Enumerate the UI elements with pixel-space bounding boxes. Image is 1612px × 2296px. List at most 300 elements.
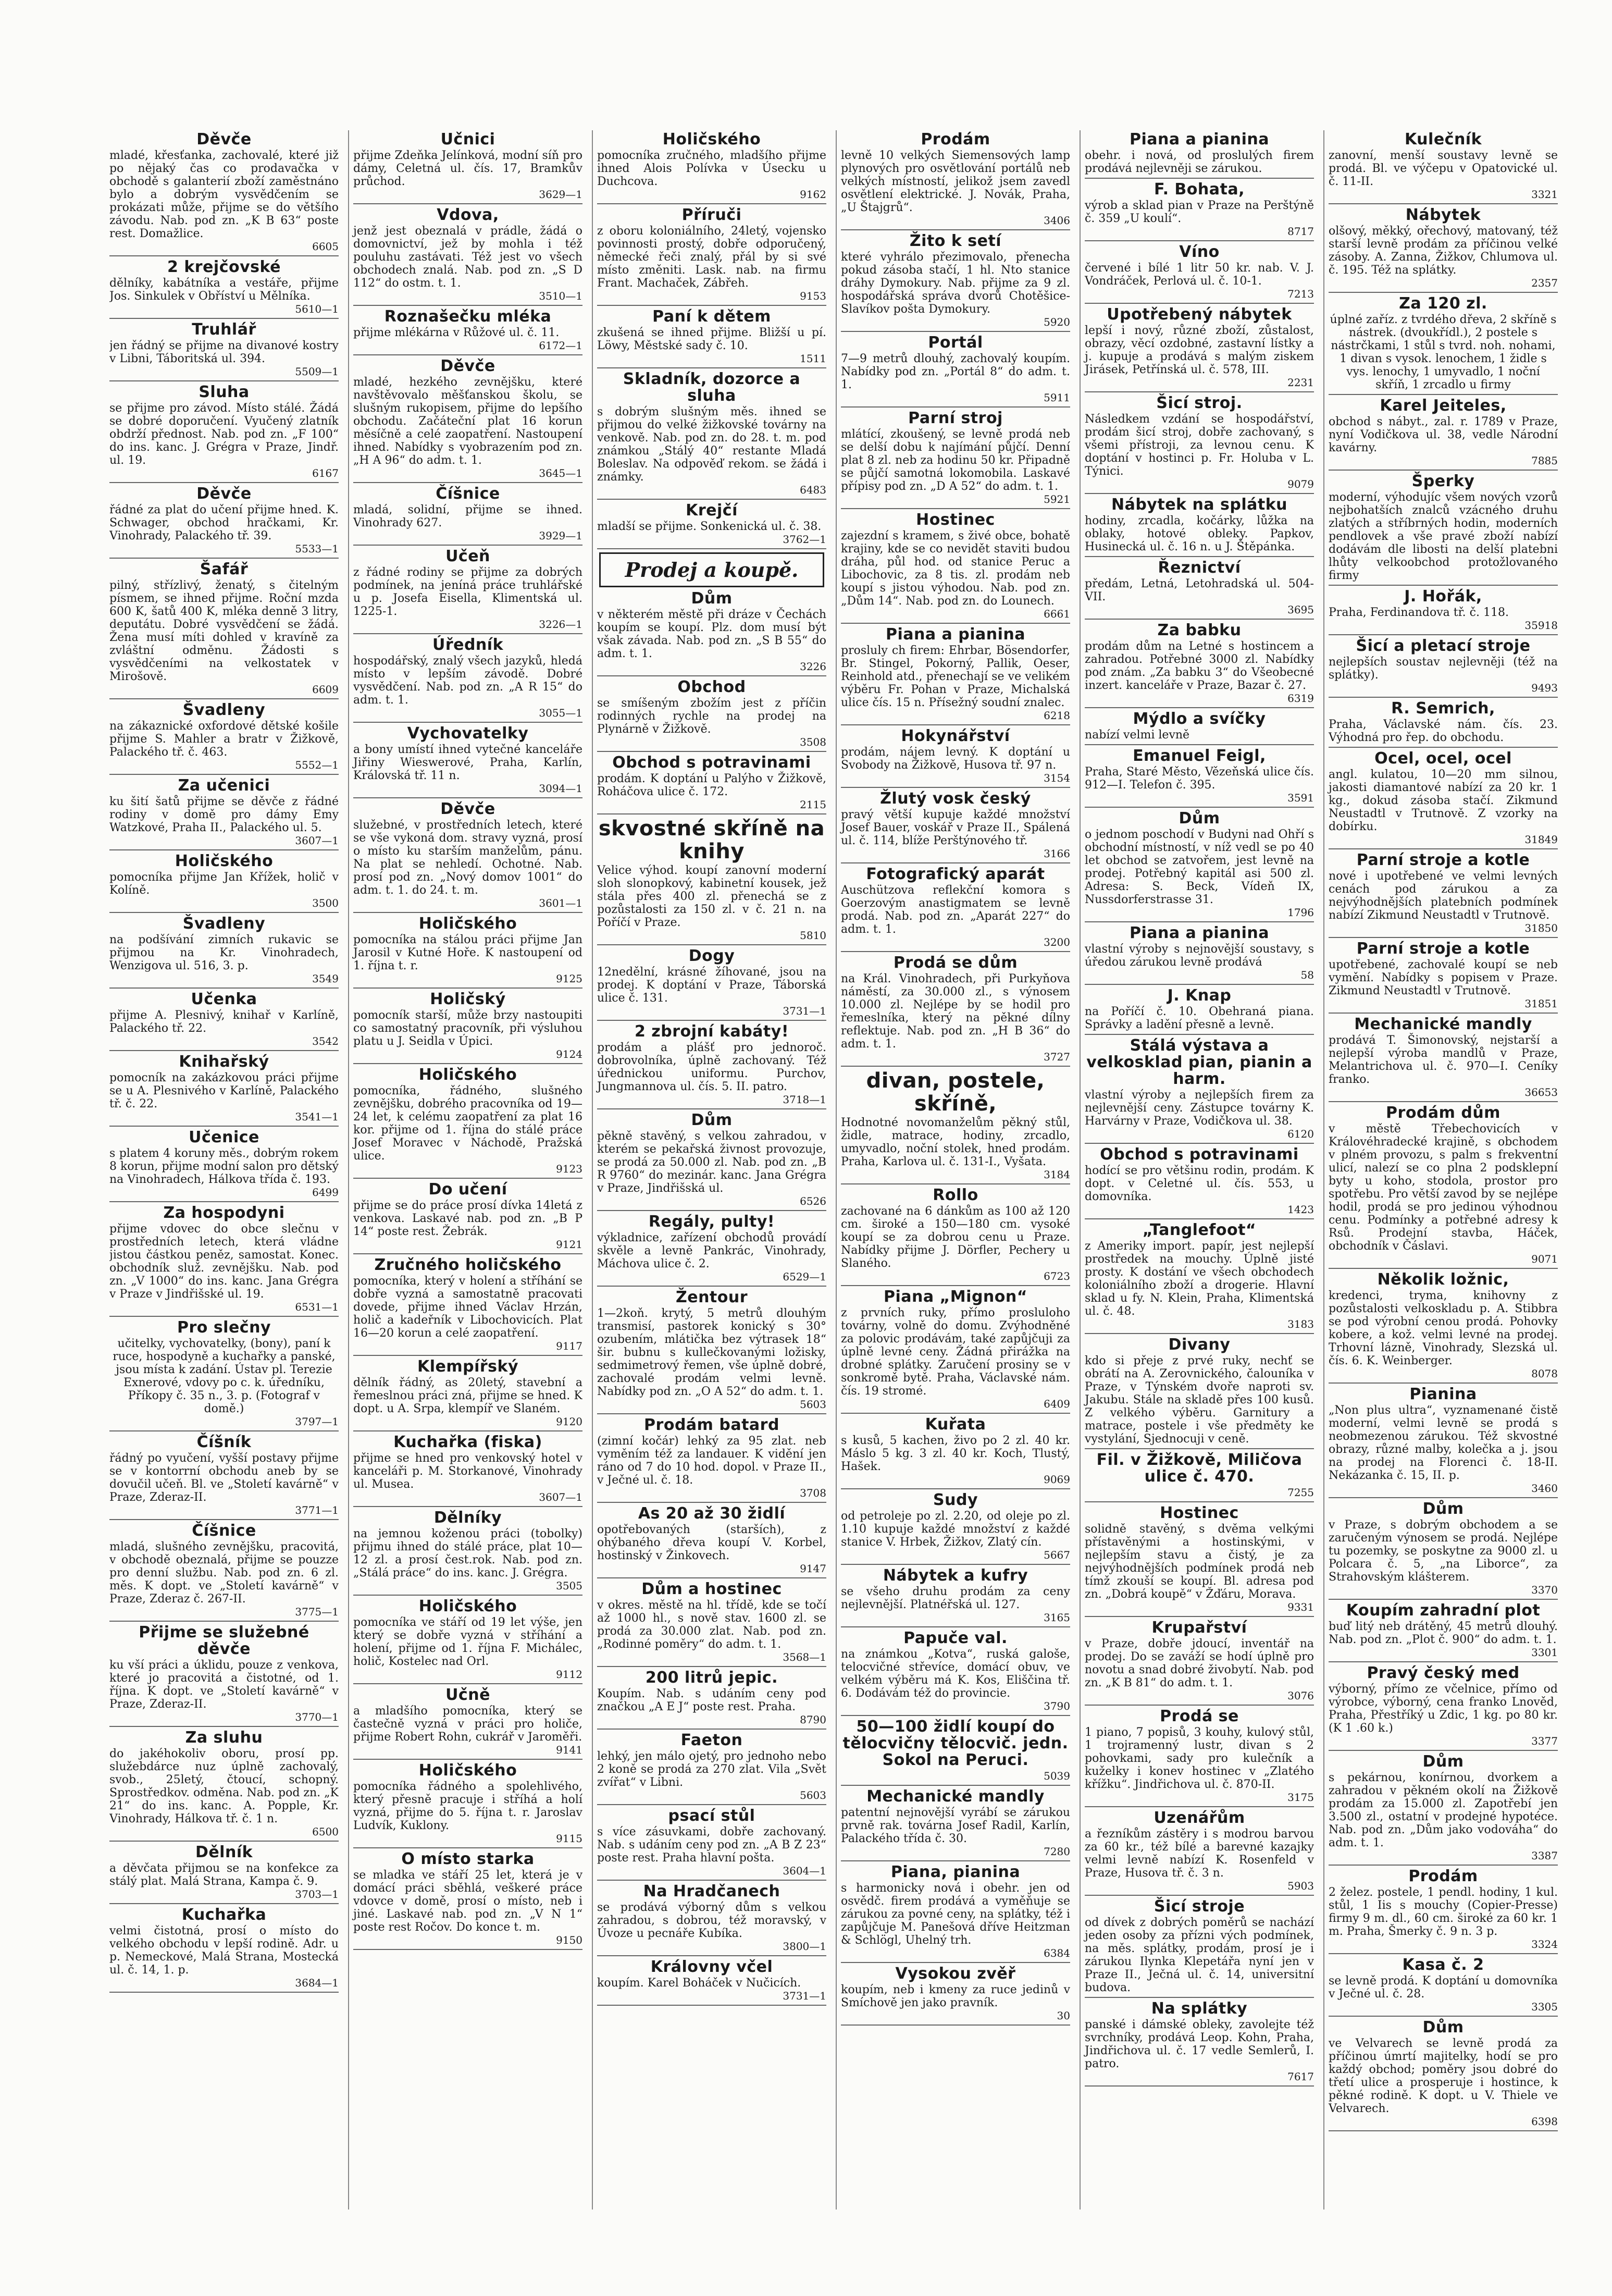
classified-ad xyxy=(1085,306,1314,392)
classified-ad xyxy=(109,1907,339,1993)
ad-heading: Holičského xyxy=(662,130,761,149)
ad-reference-number: 9079 xyxy=(1287,478,1314,490)
ad-reference-number: 3166 xyxy=(1044,847,1070,860)
ad-text: a bony umístí ihned vytečné kanceláře Jiřiny Wieswerové, Praha, Karlín, Královská tř. 11 n. xyxy=(353,743,582,782)
ad-text: obchod s nábyt., zal. r. 1789 v Praze, nyní Vodičkova ul. 38, vedle Národní kavárny. xyxy=(1329,415,1558,454)
ad-text: na známkou „Kotva“, ruská galoše, telocvičné střevíce, domácí obuv, ve velkém výběru má K. Kos, Eliščina tř. 6. Dodávám též do provincie. xyxy=(841,1648,1070,1700)
ad-reference-number: 6384 xyxy=(1044,1947,1070,1959)
ad-reference-number: 5921 xyxy=(1044,493,1070,505)
classified-ad xyxy=(1085,131,1314,179)
ad-reference-number: 9162 xyxy=(800,188,826,201)
ad-text: nabízí velmi levně xyxy=(1085,729,1190,742)
ad-reference-number: 3226 xyxy=(800,660,826,673)
ad-text: zachované na 6 dánkům as 100 až 120 cm. široké a 150—180 cm. vysoké koupí se za dobrou cenu u Praze. Nabídky přijme J. Dörfler, Pechery u Slaného. xyxy=(841,1205,1070,1270)
ad-reference-number: 3601—1 xyxy=(539,897,582,909)
ad-heading: J. Hořák, xyxy=(1404,587,1482,606)
classified-ad xyxy=(353,1762,582,1848)
ad-text: zajezdní s kramem, s živé obce, bohatě krajiny, kde se co nevidět staviti budou dráha, půl hod. od stanice Peruc a Libochovic, za 8 tis. zl. prodám neb koupí s jistou výhodou. Nab. pod zn. „Dům 14“. Nab. pod zn. do Lounech. xyxy=(841,529,1070,608)
ad-reference-number: 5920 xyxy=(1044,316,1070,328)
classified-ad xyxy=(597,1581,826,1667)
ad-heading: Piana, pianina xyxy=(890,1863,1021,1881)
ad-heading: Nábytek a kufry xyxy=(883,1566,1028,1585)
ad-text: 2 želez. postele, 1 pendl. hodiny, 1 kul. stůl, 1 Iis s mouchy (Copier-Presse) firmy 9 m. dl., 60 cm. široké za 60 kr. 1 m. Praha, Šmerky č. 9 n. 3 p. xyxy=(1329,1886,1558,1938)
classified-ad xyxy=(353,358,582,483)
classified-ad xyxy=(597,755,826,814)
ad-reference-number: 3604—1 xyxy=(783,1865,826,1877)
classified-ad xyxy=(597,679,826,752)
ad-text: panské i dámské obleky, zavolejte též svrchníky, prodává Leop. Kohn, Praha, Jindřichova ul. č. 17 vedle Semlerů, I. patro. xyxy=(1085,2018,1314,2070)
ad-reference-number: 3301 xyxy=(1531,1646,1558,1659)
ad-heading: Obchod s potravinami xyxy=(1100,1145,1299,1164)
ad-reference-number: 3591 xyxy=(1287,792,1314,804)
ad-heading: 2 zbrojní kabáty! xyxy=(634,1022,789,1041)
classified-ad xyxy=(1329,1957,1558,2017)
classified-ad xyxy=(109,1624,339,1727)
ad-heading: Děvče xyxy=(196,130,252,149)
ad-text: kredenci, tryma, knihovny z pozůstalosti velkoskladu p. A. Stibbra se pod výrobní cenou prodá. Pohovky kobere, a kož. velmi levné na prodej. Trhovní lázně, Vinohrady, Slezská ul. čís. 6. K. Weinberger. xyxy=(1329,1289,1558,1367)
classified-ad xyxy=(841,1069,1070,1184)
classified-ad xyxy=(109,259,339,319)
ad-text: s platem 4 koruny měs., dobrým rokem 8 korun, přijme modní salon pro dětský na Vinohradech, Hálkova třída č. 193. xyxy=(109,1147,339,1186)
classified-ad xyxy=(109,561,339,699)
ad-heading: Šicí stroj. xyxy=(1156,394,1243,412)
classified-ad xyxy=(841,1187,1070,1286)
ad-text: koupím, neb i kmeny za ruce jedinů v Smíchově jen jako pravník. xyxy=(841,1983,1070,2009)
ad-heading: Dům a hostinec xyxy=(641,1580,782,1598)
classified-ad xyxy=(109,1730,339,1842)
ad-text: 12nedělní, krásné žíhované, jsou na prodej. K doptání v Praze, Táborská ulice č. 131. xyxy=(597,966,826,1005)
classified-ad xyxy=(353,1434,582,1507)
ad-heading: Obchod xyxy=(677,678,746,696)
ad-heading: Piana „Mignon“ xyxy=(884,1288,1027,1306)
ad-text: koupím. Karel Boháček v Nučicích. xyxy=(597,1977,801,1990)
ad-text: a řezníkům zástěry i s modrou barvou za 60 kr., též bílé a barevné kazajky velmi levně nabízí K. Rosenfeld v Praze, Husova tř. č. 3 n. xyxy=(1085,1828,1314,1880)
ad-heading: Rollo xyxy=(933,1186,978,1204)
ad-heading: Přijme se služebné děvče xyxy=(139,1623,309,1658)
ad-text: přijme se do práce prosí dívka 14letá z venkova. Laskavé nab. pod zn. „B P 14“ poste rest. Žebrák. xyxy=(353,1199,582,1238)
ad-reference-number: 6661 xyxy=(1044,608,1070,620)
column-1 xyxy=(109,130,339,2209)
ad-text: Velice výhod. koupí zanovní moderní sloh slonopkový, kabinetní kousek, jež stála přes 400 zl. přenechá se z pozůstalosti za 150 zl. v č. 21 n. na Poříčí v Praze. xyxy=(597,864,826,929)
classified-ad xyxy=(597,1505,826,1578)
ad-text: 1 piano, 7 popisů, 3 kouhy, kulový stůl, 1 trojramenný lustr, divan s 2 pohovkami, sady pro kulečník a kuželky i konev hostinec v „Zlatého křížku“. Jindřichova ul. č. 870-II. xyxy=(1085,1726,1314,1791)
ad-text: výborný, přímo ze včelnice, přímo od výrobce, výborný, cena franko Lnověd, Praha, Přestříký u Zdic, 1 kg. po 80 kr. (K 1 .60 k.) xyxy=(1329,1683,1558,1735)
ad-reference-number: 3800—1 xyxy=(783,1940,826,1953)
ad-reference-number: 2231 xyxy=(1287,376,1314,389)
ad-text: pomocníka ve stáří od 19 let výše, jen který se dobře vyzná v stříhání a holení, přijme od 1. října F. Michálec, holič, Kostelec nad Orl. xyxy=(353,1616,582,1668)
ad-text: s dobrým slušným měs. ihned se přijmou do velké žižkovské továrny na venkově. Nab. pod zn. do 28. t. m. pod známkou „Stálý 40“ restante Mladá Boleslav. Na odpověď rekom. se žádá i známky. xyxy=(597,405,826,484)
ad-heading: Žentour xyxy=(675,1288,748,1306)
classified-ad xyxy=(597,590,826,676)
ad-heading: Číšnice xyxy=(192,1522,256,1540)
classified-ad xyxy=(109,1844,339,1904)
ad-reference-number: 3055—1 xyxy=(539,707,582,719)
classified-ad xyxy=(1329,131,1558,204)
ad-text: o jednom poschodí v Budyni nad Ohří s obchodní místností, v níž vedl se po 40 let obchod se zatvořem, jest levně na prodej. Potřebný kapitál asi 500 zl. Adresa: S. Beck, Vídeň IX, Nussdorferstrasse 31. xyxy=(1085,828,1314,906)
classified-ad xyxy=(597,1112,826,1211)
ad-reference-number: 1796 xyxy=(1287,906,1314,919)
ad-text: se mladka ve stáří 25 let, která je v domácí práci sběhlá, veškeré práce vdovce v domě, prosí o místo, neb i jiné. Laskavé nab. pod zn. „V N 1“ poste rest Ročov. Do konce t. m. xyxy=(353,1869,582,1934)
ad-text: lehký, jen málo ojetý, pro jednoho nebo 2 koně se prodá za 270 zlat. Vila „Svět zvířat“ v Libni. xyxy=(597,1750,826,1789)
ad-reference-number: 9153 xyxy=(800,290,826,302)
classified-ad xyxy=(1085,560,1314,620)
ad-reference-number: 9147 xyxy=(800,1562,826,1575)
classified-ad xyxy=(353,486,582,546)
ad-reference-number: 9141 xyxy=(556,1744,582,1756)
classified-ad xyxy=(597,817,826,945)
ad-text: od petroleje po zl. 2.20, od oleje po zl. 1.10 kupuje každé množství z každé stanice V. Hrbek, Žižkov, Zlatý cín. xyxy=(841,1510,1070,1549)
ad-text: přijme Zdeňka Jelínková, modní síň pro dámy, Celetná ul. čís. 17, Bramkův průchod. xyxy=(353,149,582,188)
ad-heading: Děvče xyxy=(196,485,252,503)
ad-reference-number: 9124 xyxy=(556,1048,582,1060)
ad-reference-number: 3607—1 xyxy=(295,834,339,847)
classified-ad xyxy=(1329,1868,1558,1954)
ad-text: olšový, měkký, ořechový, matovaný, též starší levně prodám za příčinou velké zásoby. A. Zanna, Žižkov, Chlumova ul. č. 195. Též na splátky. xyxy=(1329,225,1558,277)
ad-reference-number: 3718—1 xyxy=(783,1093,826,1106)
ad-reference-number: 3770—1 xyxy=(295,1711,339,1723)
ad-heading: 200 litrů jepic. xyxy=(645,1669,778,1687)
ad-reference-number: 30 xyxy=(1057,2009,1070,2022)
ad-reference-number: 6529—1 xyxy=(783,1270,826,1283)
ad-heading: Dům xyxy=(1179,809,1220,828)
ad-heading: Ocel, ocel, ocel xyxy=(1374,749,1512,768)
ad-heading: Příruči xyxy=(681,206,742,224)
classified-ad xyxy=(353,1359,582,1431)
ad-heading: Dům xyxy=(691,589,733,608)
ad-text: zanovní, menší soustavy levně se prodá. Bl. ve výčepu v Opatovické ul. č. 11-II. xyxy=(1329,149,1558,188)
classified-ad xyxy=(1329,638,1558,698)
ad-reference-number: 3790 xyxy=(1044,1700,1070,1712)
ad-text: hospodářský, znalý všech jazyků, hledá místo v lepším závodě. Dobré vysvědčení. Nab. pod zn. „A R 15“ do adm. t. 1. xyxy=(353,655,582,707)
ad-text: se všeho druhu prodám za ceny nejlevnější. Platnéřská ul. 127. xyxy=(841,1585,1070,1611)
ad-heading: Piana a pianina xyxy=(1130,924,1269,942)
ad-heading: Děvče xyxy=(440,357,495,375)
classified-ad xyxy=(1085,1337,1314,1449)
classified-ad xyxy=(1329,1665,1558,1751)
ad-text: přijme mlékárna v Růžové ul. č. 11. xyxy=(353,326,560,339)
classified-ad xyxy=(109,1129,339,1202)
ad-heading: Paní k dětem xyxy=(652,307,771,326)
ad-heading: Vdova, xyxy=(437,206,499,224)
ad-heading: Mechanické mandly xyxy=(866,1787,1045,1806)
ad-heading: Vychovatelky xyxy=(407,724,529,743)
ad-text: výkladnice, zařízení obchodů provádí skvěle a levně Pankrác, Vinohrady, Máchova ulice č. 2. xyxy=(597,1231,826,1270)
ad-reference-number: 3200 xyxy=(1044,936,1070,948)
ad-heading: Žito k setí xyxy=(909,232,1002,250)
ad-heading: Na Hradčanech xyxy=(643,1882,780,1900)
ad-heading: Dělníky xyxy=(433,1509,502,1527)
ad-heading: Krejčí xyxy=(686,501,738,520)
ad-text: Následkem vzdání se hospodářství, prodám šicí stroj, dobře zachovaný, s všemi přístroji, za levnou cenu. K doptání v hostinci p. Fr. Holuba v L. Týnici. xyxy=(1085,413,1314,478)
ad-heading: Hostinec xyxy=(1160,1504,1239,1522)
ad-text: pomocníka přijme Jan Křížek, holič v Kolíně. xyxy=(109,871,339,897)
ad-reference-number: 3703—1 xyxy=(295,1888,339,1900)
ad-heading: Švadleny xyxy=(182,701,266,719)
ad-reference-number: 6120 xyxy=(1287,1128,1314,1140)
ad-reference-number: 3305 xyxy=(1531,2001,1558,2013)
classified-ad xyxy=(1085,1505,1314,1617)
ad-heading: Krupařství xyxy=(1151,1619,1247,1637)
ad-text: z prvních ruky, přímo prosluloho továrny, volně do domu. Zvýhodněné za polovic prodávám, také zapůjčuji za úplně levné ceny. Žádná přirážka na drobné splátky. Zaručení prosiny se v sonkromě bytě. Praha, Václavské nám. čís. 19 stromé. xyxy=(841,1306,1070,1398)
classified-ad xyxy=(1329,207,1558,293)
ad-text: dělník řádný, as 20letý, stavební a řemeslnou práci zná, přijme se hned. K dopt. u A. Srpa, klempíř ve Slaném. xyxy=(353,1376,582,1415)
ad-text: do jakéhokoliv oboru, prosí pp. služebdárce nuz úplně zachovalý, svob., 25letý, čtoucí, schopný. Sprostředkov. odměna. Nab. pod zn. „K 21“ do ins. kanc. A. Popple, Kr. Vinohrady, Hálkova tř. č. 1 n. xyxy=(109,1747,339,1825)
ad-reference-number: 3684—1 xyxy=(295,1977,339,1989)
classified-ad xyxy=(841,410,1070,509)
ad-heading: Učeň xyxy=(445,547,490,565)
ad-reference-number: 1511 xyxy=(800,352,826,365)
ad-text: pomocníka, který v holení a stříhání se dobře vyzná a samostatně pracovati dovede, přijme ihned Václav Hrzán, holič a kadeřník v Libochovicích. Plat 16—20 korun a celé zaopatření. xyxy=(353,1275,582,1340)
ad-reference-number: 36653 xyxy=(1524,1086,1558,1098)
ad-text: buď litý neb drátěný, 45 metrů dlouhý. Nab. pod zn. „Plot č. 900“ do adm. t. 1. xyxy=(1329,1620,1558,1646)
ad-heading: Šafář xyxy=(200,560,249,578)
ad-reference-number: 3708 xyxy=(800,1487,826,1499)
ad-heading: Piana a pianina xyxy=(886,625,1025,644)
ad-text: pomocníka řádného a spolehlivého, který přesně pracuje i stříhá a holí vyzná, přijme do 5. října t. r. Jaroslav Ludvík, Kuklony. xyxy=(353,1780,582,1832)
ad-heading: Parní stroje a kotle xyxy=(1356,940,1530,958)
ad-reference-number: 3183 xyxy=(1287,1318,1314,1330)
classified-ad xyxy=(1085,810,1314,922)
classified-ad xyxy=(109,322,339,381)
ad-text: prodám a plášť pro jednoroč. dobrovolníka, úplně zachovaný. Též úřednickou uniformu. Purchov, Jungmannova ul. čís. 5. II. patro. xyxy=(597,1041,826,1093)
ad-heading: Švadleny xyxy=(182,915,266,933)
classified-ad xyxy=(597,308,826,368)
column-6 xyxy=(1323,130,1558,2209)
ad-text: mlátící, zkoušený, se levně prodá neb se delší dobu k najímání půjčí. Denní plat 8 zl. neb za hodinu 50 kr. Připadně se půjčí samotná lokomobila. Laskavé přípisy pod zn. „D A 52“ do adm. t. 1. xyxy=(841,428,1070,493)
classified-ad xyxy=(1085,711,1314,745)
ad-heading: F. Bohata, xyxy=(1154,180,1245,199)
ad-text: Hodnotné novomanželům pěkný stůl, židle, matrace, hodiny, zrcadlo, umyvadlo, noční stolek, hned prodám. Praha, Karlova ul. č. 131-I., Vyšata. xyxy=(841,1116,1070,1168)
ad-heading: Regály, pulty! xyxy=(648,1213,775,1231)
classified-ad xyxy=(1085,987,1314,1035)
ad-heading: Sluha xyxy=(199,383,250,401)
column-4 xyxy=(836,130,1070,2209)
ad-reference-number: 5610—1 xyxy=(295,303,339,315)
classified-ad xyxy=(353,1687,582,1760)
ad-heading: Za hospodyni xyxy=(163,1204,285,1222)
ad-text: pravý větší kupuje každé množství Josef Bauer, voskář v Praze II., Spálená ul. č. 114, blíže Perštýnového tř. xyxy=(841,808,1070,847)
ad-text: se prodává výborný dům s velkou zahradou, s dobrou, též moravský, v Úvoze u pecnáře Kubíka. xyxy=(597,1901,826,1940)
ad-text: z Ameriky import. papír, jest nejlepší prostředek na mouchy. Úplně jisté prosty. K dostání ve všech obchodech koloniálního zboží a drogerie. Hlavní sklad u fy. N. Klein, Praha, Klimentská ul. č. 48. xyxy=(1085,1240,1314,1318)
classified-ad xyxy=(109,384,339,483)
ad-text: pomocníka zručného, mladšího přijme ihned Alois Polívka v Úsecku u Duchcova. xyxy=(597,149,826,188)
ad-heading: Fil. v Žižkově, Miličova ulice č. 470. xyxy=(1096,1451,1303,1486)
classified-ad xyxy=(109,1319,339,1431)
ad-heading: Uzenářům xyxy=(1154,1809,1245,1827)
ad-text: mladé, hezkého zevnějšku, které navštěvovalo měšťanskou školu, se slušným rukopisem, přijme do lepšího obchodu. Začáteční plat 16 korun měsíčně a celé zaopatření. Nastoupení ihned. Nabídky s vyobrazením pod zn. „H A 96“ do adm. t. 1. xyxy=(353,376,582,467)
ad-heading: Holičského xyxy=(418,915,517,933)
ad-text: a mladšího pomocníka, který se častečně vyzná v práci pro holiče, přijme Robert Rohn, cukrář v Jaroměři. xyxy=(353,1705,582,1744)
ad-text: prodává T. Šimonovský, nejstarší a nejlepší výroba mandlů v Praze, Melantrichova ul. č. 970—I. Ceníky franko. xyxy=(1329,1034,1558,1086)
classified-ad xyxy=(109,916,339,989)
ad-reference-number: 3406 xyxy=(1044,214,1070,227)
ad-reference-number: 3508 xyxy=(800,736,826,748)
classified-ad xyxy=(109,1054,339,1127)
ad-text: nové i upotřebené ve velmi levných cenách pod zárukou a za nejvýhodnějších platebních podmínek nabízí Zikmund Neustadtl v Trutnově. xyxy=(1329,870,1558,922)
ad-reference-number: 3175 xyxy=(1287,1791,1314,1804)
column-2 xyxy=(348,130,582,2209)
classified-ad xyxy=(1329,2019,1558,2131)
ad-reference-number: 3541—1 xyxy=(295,1110,339,1123)
ad-reference-number: 6609 xyxy=(312,683,339,696)
ad-heading: Za sluhu xyxy=(185,1729,263,1747)
ad-reference-number: 7617 xyxy=(1287,2070,1314,2083)
ad-heading: Prodám xyxy=(921,130,990,149)
ad-heading: skvostné skříně na knihy xyxy=(598,817,825,863)
classified-ad xyxy=(109,486,339,559)
ad-text: v městě Třebechovicích v Královéhradecké krajině, s obchodem v plném provozu, s palm s frekventní ulicí, nalezí se co plna 2 podsklepní byty u koho, stodola, prostor pro spotřebu. Pro větší zavod by se nejlépe hodil, prodá se pro jedinou výhodnou cenu. Podmínky a potřebné adresy k Rsů. Prodejní stavba, Háček, obchodník v Čáslavi. xyxy=(1329,1122,1558,1253)
ad-reference-number: 9071 xyxy=(1531,1253,1558,1265)
classified-ad xyxy=(353,207,582,306)
classified-ad xyxy=(597,1214,826,1287)
ad-heading: Holičského xyxy=(175,852,274,870)
ad-reference-number: 31850 xyxy=(1524,922,1558,934)
ad-heading: Mechanické mandly xyxy=(1354,1015,1532,1033)
ad-reference-number: 6398 xyxy=(1531,2115,1558,2128)
ad-heading: Kuchařka (fiska) xyxy=(393,1433,542,1451)
ad-text: pomocníka na stálou práci přijme Jan Jarosil v Kutné Hoře. K nastoupení od 1. října t. r. xyxy=(353,933,582,972)
ad-reference-number: 8717 xyxy=(1287,225,1314,238)
ad-text: s více zásuvkami, dobře zachovaný. Nab. s udáním ceny pod zn. „A B Z 23“ poste rest. Praha hlavní pošta. xyxy=(597,1825,826,1865)
ad-text: se přijme pro závod. Místo stálé. Žádá se dobré doporučení. Vyučený zlatník obdrží přednost. Nab. pod zn. „F 100“ do ins. kanc. J. Grégra v Praze, Jindř. ul. 19. xyxy=(109,402,339,467)
ad-heading: Holičského xyxy=(418,1066,517,1084)
classified-ad xyxy=(1085,1222,1314,1334)
column-3 xyxy=(592,130,826,2209)
ad-reference-number: 3542 xyxy=(312,1035,339,1047)
ad-text: 1—2koň. krytý, 5 metrů dlouhým transmisí, pastorek konický s 30° ozubením, mlátička bez výtrasek 18“ šir. bubnu s kullečkovanými ložisky, sedmimetrový řemen, vše úplně dobré, zachovalé prodám velmi levně. Nabídky pod zn. „O A 52“ do adm. t. 1. xyxy=(597,1307,826,1398)
classified-ad xyxy=(841,791,1070,863)
classified-ad xyxy=(353,725,582,798)
ad-text: opotřebovaných (starších), z ohýbaného dřeva koupí V. Korbel, hostinský v Žinkovech. xyxy=(597,1523,826,1562)
classified-ad xyxy=(109,1205,339,1317)
ad-text: přijme vdovec do obce slečnu v prostředních letech, která vládne jistou částkou peněz, samostat. Konec. obchodník služ. zevnějšku. Nab. pod zn. „V 1000“ do ins. kanc. Jana Grégra v Praze v Jindřišské ul. 19. xyxy=(109,1223,339,1301)
ad-heading: Na splátky xyxy=(1151,1999,1248,2018)
ad-heading: Víno xyxy=(1179,243,1220,261)
classified-ad xyxy=(1329,295,1558,395)
ad-heading: Kuchařka xyxy=(181,1906,267,1924)
ad-reference-number: 3629—1 xyxy=(539,188,582,201)
ad-reference-number: 3324 xyxy=(1531,1938,1558,1951)
ad-heading: Emanuel Feigl, xyxy=(1133,747,1266,765)
ad-text: prodám dům na Letné s hostincem a zahradou. Potřebné 3000 zl. Nabídky pod znám. „Za babku 3“ do Všeobecné inzert. kanceláře v Praze, Bazar č. 27. xyxy=(1085,640,1314,692)
ad-reference-number: 7255 xyxy=(1287,1486,1314,1499)
ad-reference-number: 9121 xyxy=(556,1238,582,1251)
classified-ad xyxy=(597,1670,826,1730)
ad-heading: Učenka xyxy=(191,990,257,1008)
ad-text: ku vší práci a úklidu, pouze z venkova, které jo pracovitá a čistotné, od 1. října. K dopt. ve „Století kavárně“ v Praze, Zderaz-II. xyxy=(109,1659,339,1711)
ad-heading: psací stůl xyxy=(668,1807,755,1825)
section-title-box: Prodej a koupě. xyxy=(599,552,824,587)
ad-heading: Prodám batard xyxy=(644,1416,779,1434)
classified-ad xyxy=(841,1567,1070,1627)
classified-ad xyxy=(597,1023,826,1109)
ad-text: v okres. městě na hl. třídě, kde se točí až 1000 hl., s nově stav. 1600 zl. se prodá za 30.000 zlat. Nab. pod zn. „Rodinné poměry“ do adm. t. 1. xyxy=(597,1599,826,1651)
ad-reference-number: 3184 xyxy=(1044,1168,1070,1181)
ad-text: zkušená se ihned přijme. Bližší u pí. Löwy, Městské sady č. 10. xyxy=(597,326,826,352)
ad-reference-number: 5810 xyxy=(800,929,826,942)
ad-text: Auschützova reflekční komora s Goerzovým anastigmatem se levně prodá. Nab. pod zn. „Aparát 227“ do adm. t. 1. xyxy=(841,884,1070,936)
ad-heading: Šicí stroje xyxy=(1154,1897,1245,1916)
classified-ad xyxy=(841,512,1070,624)
ad-reference-number: 2115 xyxy=(800,798,826,811)
ad-text: vlastní výroby a nejlepších firem za nejlevnější ceny. Zástupce továrny K. Harvárny v Praze, Vodičkova ul. 38. xyxy=(1085,1089,1314,1128)
ad-heading: Šperky xyxy=(1411,472,1475,490)
ad-text: jenž jest obeznalá v prádle, žádá o domovnictví, jež by mohla i též pouluhu zastávati. Též jest vo všech obchodech znalá. Nab. pod zn. „S D 112“ do ostm. t. 1. xyxy=(353,225,582,290)
ad-heading: As 20 až 30 židlí xyxy=(638,1504,786,1523)
ad-reference-number: 3377 xyxy=(1531,1735,1558,1747)
ad-reference-number: 3695 xyxy=(1287,603,1314,616)
ad-reference-number: 9117 xyxy=(556,1340,582,1352)
ad-reference-number: 3775—1 xyxy=(295,1606,339,1618)
ad-text: velmi čistotná, prosí o místo do velkého obchodu v lepší rodině. Adr. u p. Nemeckové, Malá Strana, Mostecká ul. č. 14, 1. p. xyxy=(109,1924,339,1977)
ad-reference-number: 5911 xyxy=(1044,391,1070,404)
classified-ad xyxy=(353,1067,582,1179)
ad-reference-number: 3505 xyxy=(556,1579,582,1592)
ad-heading: Dům xyxy=(1422,1752,1464,1771)
classified-ad xyxy=(597,502,826,549)
classified-ad xyxy=(597,207,826,306)
ad-heading: Holičského xyxy=(418,1597,517,1615)
ad-text: Koupím. Nab. s udáním ceny pod značkou „A E J“ poste rest. Praha. xyxy=(597,1687,826,1713)
classified-ad xyxy=(1329,588,1558,635)
ad-text: mladá, solidní, přijme se ihned. Vinohrady 627. xyxy=(353,503,582,529)
classified-ad xyxy=(841,955,1070,1067)
ad-heading: Učně xyxy=(445,1686,490,1704)
ad-text: na podšívání zimních rukavic se přijmou na Kr. Vinohradech, Wenzigova ul. 516, 3. p. xyxy=(109,933,339,972)
ad-text: pomocník na zakázkovou práci přijme se u A. Plesnivého v Karlíně, Palackého tř. č. 22. xyxy=(109,1071,339,1110)
ad-heading: R. Semrich, xyxy=(1391,699,1495,718)
ad-text: patentní nejnovější vyrábí se zárukou prvně rak. továrna Josef Radil, Karlín, Palackého třída č. 30. xyxy=(841,1806,1070,1845)
ad-text: z oboru koloniálního, 24letý, vojensko povinnosti prostý, dobře odporučený, německé řeči znalý, přál by si své místo změniti. Lask. nab. na firmu Frant. Machaček, Zábřeh. xyxy=(597,225,826,290)
ad-text: pomocník starší, může brzy nastoupiti co samostatný pracovník, při výsluhou platu u J. Seidla v Úpici. xyxy=(353,1009,582,1048)
ad-text: Praha, Václavské nám. čís. 23. Výhodná pro řep. do obchodu. xyxy=(1329,718,1558,744)
ad-reference-number: 3460 xyxy=(1531,1482,1558,1495)
ad-reference-number: 7280 xyxy=(1044,1845,1070,1858)
ad-text: z řádné rodiny se přijme za dobrých podmínek, na jeníná práce truhlářské u p. Josefa Eisella, Klimentská ul. 1225-1. xyxy=(353,566,582,618)
classified-ad xyxy=(1085,2001,1314,2087)
ad-heading: Roznašečku mléka xyxy=(384,307,552,326)
ad-heading: Stálá výstava a velkosklad pian, pianin a harm. xyxy=(1086,1036,1312,1088)
ad-text: řádný po vyučení, vyšší postavy přijme se v kontorrní obchodu aneb by se dovučil učeň. Bl. ve „Století kavárně“ v Praze, Zderaz-II. xyxy=(109,1452,339,1504)
ad-text: na Poříčí č. 10. Obehraná piana. Správky a ladění přesně a levně. xyxy=(1085,1005,1314,1031)
ad-text: pěkně stavěný, s velkou zahradou, v kterém se pekařská živnost provozuje, se prodá za 50.000 zl. Nab. pod zn. „B R 9760“ do mezinár. kanc. Jana Grégra v Praze, Jindřišská ul. xyxy=(597,1130,826,1195)
classified-ad xyxy=(841,233,1070,332)
ad-reference-number: 9123 xyxy=(556,1163,582,1175)
classified-ad xyxy=(841,1864,1070,1963)
ad-heading: Kulečník xyxy=(1404,130,1482,149)
ad-text: v některém městě při dráze v Čechách koupím se koupí. Plz. dom musí být však závada. Nab. pod zn. „S B 55“ do adm. t. 1. xyxy=(597,608,826,660)
ad-heading: Nábytek na splátku xyxy=(1111,496,1288,514)
ad-reference-number: 31851 xyxy=(1524,997,1558,1010)
ad-heading: Karel Jeiteles, xyxy=(1380,397,1507,415)
ad-text: 7—9 metrů dlouhý, zachovalý koupím. Nabídky pod zn. „Portál 8“ do adm. t. 1. xyxy=(841,352,1070,391)
ad-reference-number: 58 xyxy=(1300,969,1314,981)
ad-reference-number: 8790 xyxy=(800,1713,826,1726)
classified-ad xyxy=(1085,1620,1314,1706)
ad-heading: Šicí a pletací stroje xyxy=(1356,637,1531,655)
ad-text: solidně stavěný, s dvěma velkými přístavěnými a hostinskými, v nejlepším stavu a čistý, je za nejvýhodnějších podmínek prodá neb tímž zkouší se koupí. Bl. adresa pod zn. „Dobrá koupě“ v Žďáru, Morava. xyxy=(1085,1523,1314,1601)
ad-heading: Skladník, dozorce a sluha xyxy=(623,370,801,405)
ad-heading: Truhlář xyxy=(192,320,256,339)
ad-text: obehr. i nová, od proslulých firem prodává nejlevněji se zárukou. xyxy=(1085,149,1314,175)
classified-ad xyxy=(841,1719,1070,1786)
ad-reference-number: 6483 xyxy=(800,484,826,496)
ad-reference-number: 9115 xyxy=(556,1832,582,1845)
classified-ad xyxy=(109,131,339,256)
classified-ad xyxy=(1329,1754,1558,1866)
classified-ad xyxy=(1085,1452,1314,1502)
classified-ad xyxy=(1329,1105,1558,1269)
